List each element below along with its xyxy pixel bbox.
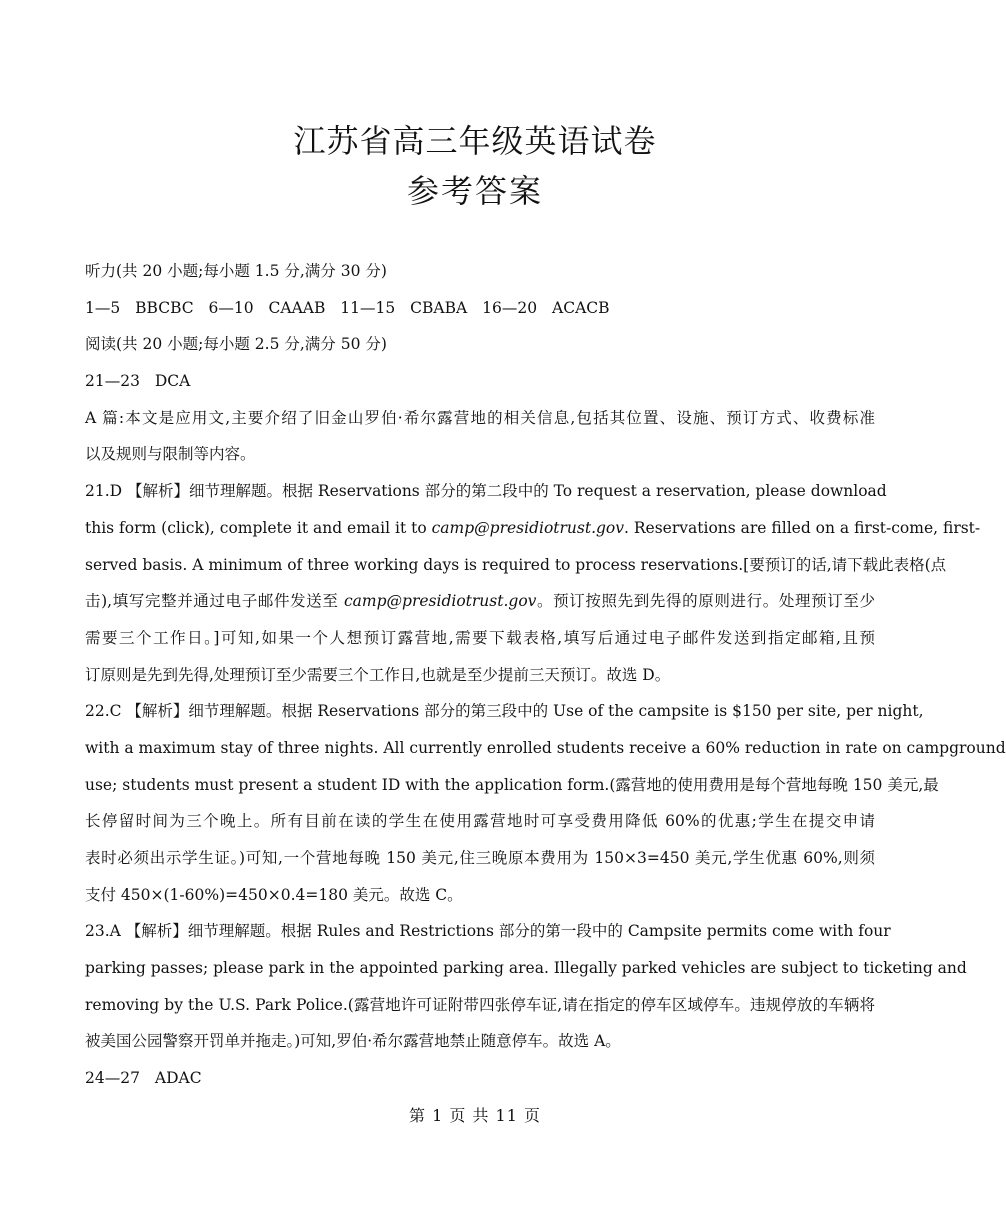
q21-text: 击),填写完整并通过电子邮件发送至: [85, 592, 344, 611]
reading-group-21-23: 21—23 DCA: [85, 372, 191, 391]
page-footer: 第 1 页 共 11 页: [409, 1106, 541, 1125]
passage-a-summary-line: A 篇:本文是应用文,主要介绍了旧金山罗伯·希尔露营地的相关信息,包括其位置、设施、预订方式、收费标准: [85, 408, 875, 427]
document-body: [85, 253, 1006, 1097]
q23-explanation-line: parking passes; please park in the appointed parking area. Illegally parked vehicles are subject to ticketing and: [85, 959, 967, 978]
q21-text: 。预订按照先到先得的原则进行。处理预订至少: [536, 592, 875, 611]
page-subtitle: 参考答案: [406, 172, 543, 210]
q21-explanation-line: served basis. A minimum of three working days is required to process reservations.[要预订的话,请下载此表格(点: [85, 555, 947, 574]
q21-text: this form (click), complete it and email it to: [85, 518, 432, 537]
title-block: [0, 118, 950, 214]
reading-heading: 阅读(共 20 小题;每小题 2.5 分,满分 50 分): [85, 335, 387, 354]
q22-explanation-line: 长停留时间为三个晚上。所有目前在读的学生在使用露营地时可享受费用降低 60%的优惠;学生在提交申请: [85, 812, 875, 831]
reading-group-24-27: 24—27 ADAC: [85, 1069, 202, 1088]
listening-heading: 听力(共 20 小题;每小题 1.5 分,满分 30 分): [85, 262, 387, 280]
q23-explanation-line: 23.A 【解析】细节理解题。根据 Rules and Restrictions 部分的第一段中的 Campsite permits come with four: [85, 922, 891, 941]
q22-explanation-line: use; students must present a student ID with the application form.(露营地的使用费用是每个营地每晚 150 美元,最: [85, 775, 939, 794]
q21-text: . Reservations are filled on a first-come, first-: [624, 518, 981, 537]
q21-explanation-line: 需要三个工作日。]可知,如果一个人想预订露营地,需要下载表格,填写后通过电子邮件发送到指定邮箱,且预: [85, 628, 875, 647]
q22-explanation-line: 支付 450×(1-60%)=450×0.4=180 美元。故选 C。: [85, 885, 463, 904]
q22-explanation-line: with a maximum stay of three nights. All currently enrolled students receive a 60% reduction in rate on campground: [85, 738, 1006, 757]
q21-explanation-line: [85, 583, 875, 620]
q21-explanation-line: [85, 510, 981, 547]
email-address: camp@presidiotrust.gov: [344, 592, 537, 611]
listening-answers: 1—5 BBCBC 6—10 CAAAB 11—15 CBABA 16—20 ACACB: [85, 298, 610, 317]
email-address: camp@presidiotrust.gov: [431, 518, 625, 537]
q22-explanation-line: 22.C 【解析】细节理解题。根据 Reservations 部分的第三段中的 Use of the campsite is $150 per site, per night,: [85, 702, 924, 721]
q21-explanation-line: 订原则是先到先得,处理预订至少需要三个工作日,也就是至少提前三天预订。故选 D。: [85, 665, 671, 684]
q22-explanation-line: 表时必须出示学生证。)可知,一个营地每晚 150 美元,住三晚原本费用为 150×3=450 美元,学生优惠 60%,则须: [85, 849, 875, 867]
passage-a-summary-line: 以及规则与限制等内容。: [85, 445, 256, 464]
q21-explanation-line: 21.D 【解析】细节理解题。根据 Reservations 部分的第二段中的 To request a reservation, please download: [85, 482, 887, 501]
q23-explanation-line: 被美国公园警察开罚单并拖走。)可知,罗伯·希尔露营地禁止随意停车。故选 A。: [85, 1032, 621, 1051]
page-title: 江苏省高三年级英语试卷: [293, 122, 657, 160]
q23-explanation-line: removing by the U.S. Park Police.(露营地许可证附带四张停车证,请在指定的停车区域停车。违规停放的车辆将: [85, 995, 875, 1014]
